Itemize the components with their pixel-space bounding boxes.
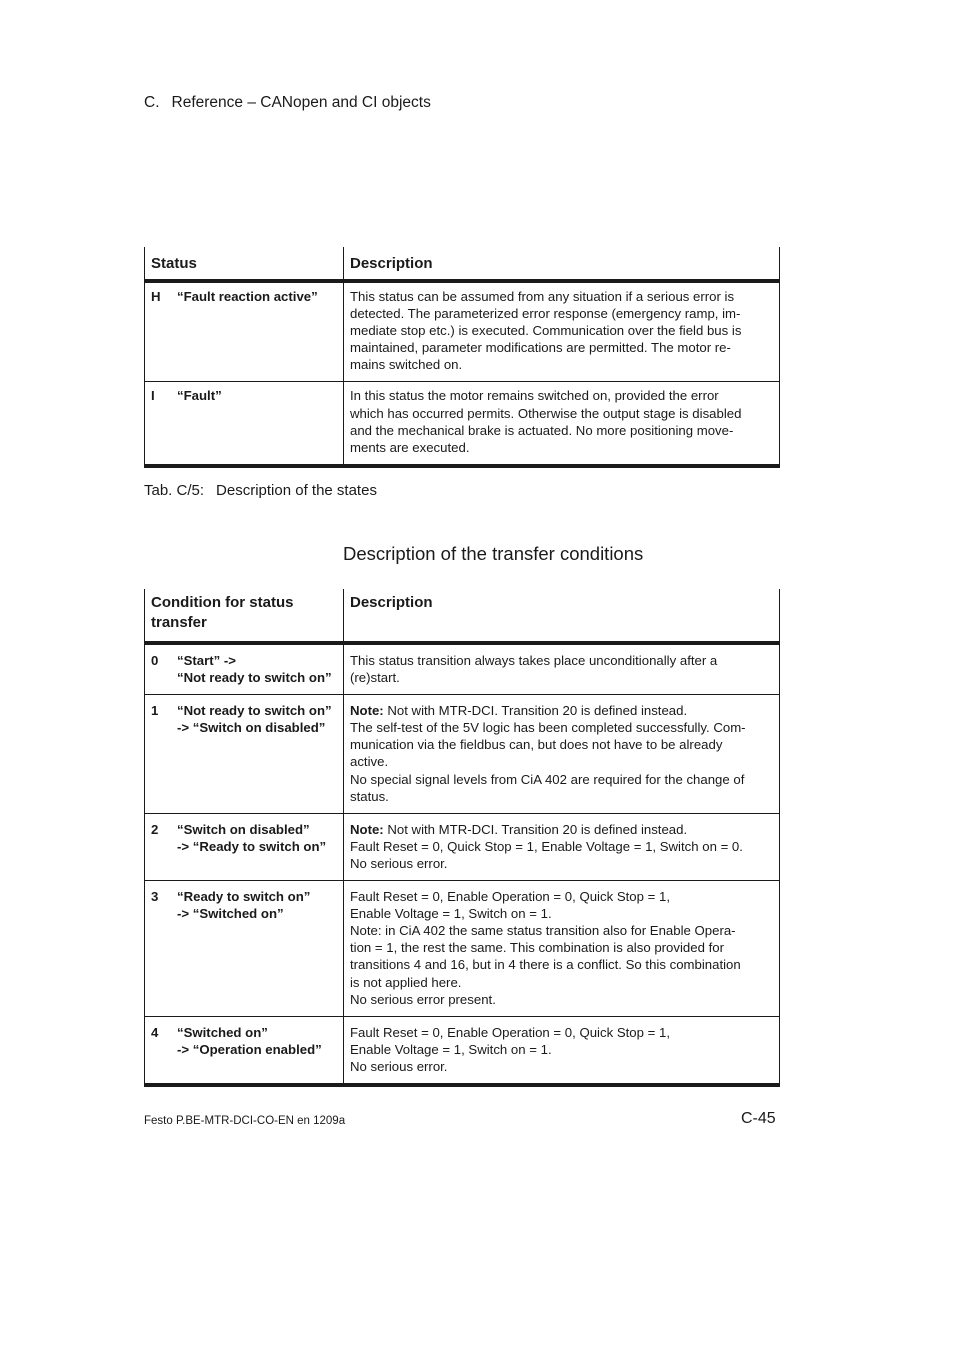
status-label: “Fault” (177, 388, 222, 404)
description-line: mediate stop etc.) is executed. Communication over the field bus is (350, 323, 742, 339)
note-text: Not with MTR-DCI. Transition 20 is defined instead. (383, 821, 688, 837)
table-row (145, 881, 780, 1017)
description-line: This status transition always takes place unconditionally after a (350, 653, 718, 668)
column-header-line: transfer (151, 614, 207, 631)
table-row (145, 813, 780, 880)
chapter-title: Reference – CANopen and CI objects (171, 94, 431, 111)
transition-number: 3 (151, 889, 159, 905)
status-cell (145, 382, 344, 466)
transition-from: “Switched on” (177, 1024, 268, 1040)
description-line: No special signal levels from CiA 402 are required for the change of (350, 771, 745, 787)
transition-to: -> “Switched on” (177, 906, 284, 922)
table-row (145, 281, 780, 382)
description-line: which has occurred permits. Otherwise the output stage is disabled (350, 405, 742, 421)
page-number: C-45 (741, 1110, 776, 1127)
description-line: ments are executed. (350, 439, 470, 455)
column-header-status: Status (145, 247, 344, 281)
condition-cell (145, 1016, 344, 1085)
column-header-line: Condition for status (151, 594, 294, 611)
note-line (350, 821, 773, 838)
transition-from: “Ready to switch on” (177, 889, 311, 905)
note-label: Note: (350, 821, 384, 837)
transition-from: “Not ready to switch on” (177, 703, 332, 719)
description-line: Fault Reset = 0, Enable Operation = 0, Quick Stop = 1, (350, 1024, 670, 1040)
table-caption (144, 482, 377, 499)
description-line: The self-test of the 5V logic has been completed successfully. Com- (350, 720, 746, 736)
description-line: No serious error. (350, 855, 448, 871)
transition-number: 1 (151, 703, 159, 719)
note-label: Note: (350, 703, 384, 719)
table-header-row (145, 589, 780, 643)
description-line: (re)start. (350, 670, 400, 686)
description-line: status. (350, 788, 389, 804)
transition-to: -> “Operation enabled” (177, 1041, 322, 1057)
description-line: is not applied here. (350, 974, 462, 990)
table-row (145, 695, 780, 814)
condition-cell (145, 695, 344, 814)
description-line: active. (350, 754, 389, 770)
description-line: Fault Reset = 0, Enable Operation = 0, Quick Stop = 1, (350, 889, 670, 905)
table-header-row (145, 247, 780, 281)
transfer-conditions-table (144, 589, 780, 1087)
description-line: detected. The parameterized error response (emergency ramp, im- (350, 306, 741, 322)
description-cell (344, 881, 780, 1017)
condition-cell (145, 643, 344, 695)
caption-text: Description of the states (216, 482, 377, 499)
description-line: tion = 1, the rest the same. This combination is also provided for (350, 940, 724, 956)
description-cell (344, 281, 780, 382)
transition-from: “Start” -> (177, 653, 236, 668)
status-id: I (151, 388, 155, 404)
note-line (350, 702, 773, 719)
description-line: Enable Voltage = 1, Switch on = 1. (350, 906, 552, 922)
status-label: “Fault reaction active” (177, 289, 318, 304)
chapter-number: C. (144, 94, 160, 111)
condition-cell (145, 881, 344, 1017)
description-line: No serious error. (350, 1058, 448, 1074)
status-id: H (151, 289, 161, 304)
transition-to: -> “Ready to switch on” (177, 838, 327, 854)
column-header-description: Description (344, 589, 780, 643)
column-header-description: Description (344, 247, 780, 281)
column-header-condition (145, 589, 344, 643)
description-cell (344, 382, 780, 466)
description-line: transitions 4 and 16, but in 4 there is a conflict. So this combination (350, 957, 741, 973)
table-row (145, 643, 780, 695)
description-cell (344, 1016, 780, 1085)
description-line: mains switched on. (350, 357, 463, 373)
description-cell (344, 643, 780, 695)
running-header (144, 94, 431, 112)
description-cell (344, 813, 780, 880)
description-cell (344, 695, 780, 814)
transition-to: -> “Switch on disabled” (177, 720, 326, 736)
description-line: In this status the motor remains switched on, provided the error (350, 388, 719, 404)
section-title: Description of the transfer conditions (343, 543, 644, 564)
transition-number: 0 (151, 653, 159, 668)
description-line: Enable Voltage = 1, Switch on = 1. (350, 1041, 552, 1057)
states-table (144, 247, 780, 468)
description-line: maintained, parameter modifications are permitted. The motor re- (350, 340, 731, 356)
condition-cell (145, 813, 344, 880)
transition-number: 2 (151, 821, 159, 837)
transition-number: 4 (151, 1024, 159, 1040)
footer-document-id: Festo P.BE-MTR-DCI-CO-EN en 1209a (144, 1115, 346, 1127)
status-cell (145, 281, 344, 382)
table-row (145, 382, 780, 466)
description-line: This status can be assumed from any situation if a serious error is (350, 289, 735, 304)
description-line: Note: in CiA 402 the same status transition also for Enable Opera- (350, 923, 736, 939)
note-text: Not with MTR-DCI. Transition 20 is defined instead. (383, 703, 688, 719)
caption-number: Tab. C/5: (144, 482, 205, 499)
description-line: and the mechanical brake is actuated. No more positioning move- (350, 422, 734, 438)
description-line: Fault Reset = 0, Quick Stop = 1, Enable Voltage = 1, Switch on = 0. (350, 838, 743, 854)
description-line: munication via the fieldbus can, but does not have to be already (350, 737, 723, 753)
transition-from: “Switch on disabled” (177, 821, 310, 837)
description-line: No serious error present. (350, 991, 496, 1007)
table-row (145, 1016, 780, 1085)
transition-to: “Not ready to switch on” (177, 670, 332, 686)
